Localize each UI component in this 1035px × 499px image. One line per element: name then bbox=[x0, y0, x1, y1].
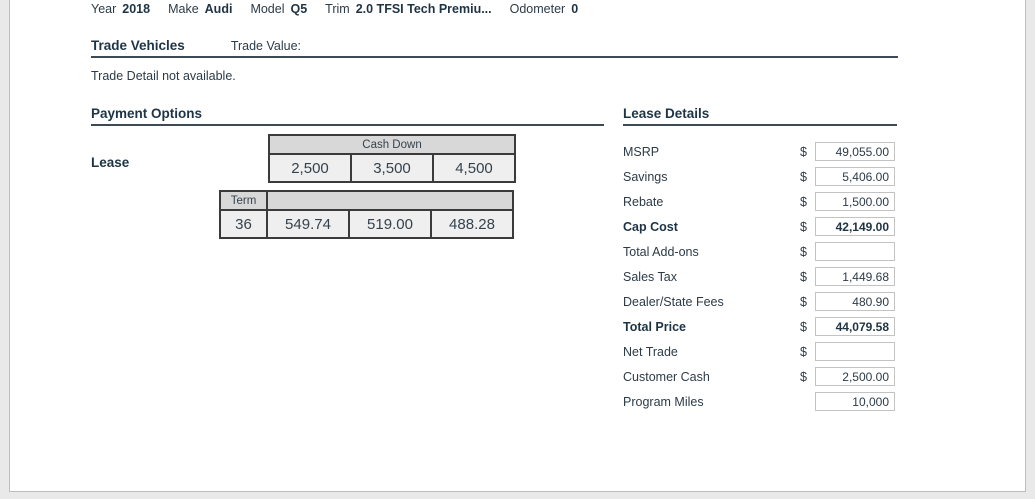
lease-row-customer-cash bbox=[623, 364, 897, 389]
sales-tax-currency-symbol: $ bbox=[800, 269, 807, 284]
make-value: Audi bbox=[204, 2, 233, 16]
vehicle-year-field bbox=[91, 2, 150, 16]
total-addons-field[interactable] bbox=[815, 242, 895, 261]
trade-detail-message: Trade Detail not available. bbox=[91, 69, 236, 83]
model-label: Model bbox=[250, 2, 285, 16]
payment-option-2[interactable]: 519.00 bbox=[349, 210, 431, 238]
cap-cost-field[interactable]: 42,149.00 bbox=[815, 217, 895, 236]
dealer-state-fees-field[interactable]: 480.90 bbox=[815, 292, 895, 311]
payment-option-1[interactable]: 549.74 bbox=[267, 210, 349, 238]
savings-currency-symbol: $ bbox=[800, 169, 807, 184]
lease-row-rebate bbox=[623, 189, 897, 214]
cash-down-value-3: 4,500 bbox=[433, 154, 515, 182]
term-header-cell: Term bbox=[220, 191, 267, 210]
make-label: Make bbox=[168, 2, 199, 16]
customer-cash-label: Customer Cash bbox=[623, 369, 710, 384]
vehicle-model-field bbox=[250, 2, 307, 16]
lease-row-program-miles bbox=[623, 389, 897, 414]
cash-down-header-cell: Cash Down bbox=[269, 135, 515, 154]
total-price-label: Total Price bbox=[623, 319, 686, 334]
msrp-currency-symbol: $ bbox=[800, 144, 807, 159]
lease-row-savings bbox=[623, 164, 897, 189]
lease-group-label: Lease bbox=[91, 155, 130, 170]
program-miles-label: Program Miles bbox=[623, 394, 704, 409]
sales-tax-label: Sales Tax bbox=[623, 269, 677, 284]
vehicle-make-field bbox=[168, 2, 232, 16]
customer-cash-field[interactable]: 2,500.00 bbox=[815, 367, 895, 386]
program-miles-field[interactable]: 10,000 bbox=[815, 392, 895, 411]
vehicle-odometer-field bbox=[510, 2, 579, 16]
cash-down-table bbox=[268, 134, 516, 183]
customer-cash-currency-symbol: $ bbox=[800, 369, 807, 384]
lease-row-dealer-state-fees bbox=[623, 289, 897, 314]
trade-value-label: Trade Value: bbox=[230, 39, 301, 53]
cap-cost-label: Cap Cost bbox=[623, 219, 678, 234]
payment-option-3[interactable]: 488.28 bbox=[431, 210, 513, 238]
term-payments-table bbox=[219, 190, 514, 239]
net-trade-field[interactable] bbox=[815, 342, 895, 361]
total-addons-label: Total Add-ons bbox=[623, 244, 699, 259]
savings-field[interactable]: 5,406.00 bbox=[815, 167, 895, 186]
msrp-field[interactable]: 49,055.00 bbox=[815, 142, 895, 161]
net-trade-currency-symbol: $ bbox=[800, 344, 807, 359]
msrp-label: MSRP bbox=[623, 144, 660, 159]
lease-row-total-price bbox=[623, 314, 897, 339]
lease-row-total-addons bbox=[623, 239, 897, 264]
quote-content-panel bbox=[9, 0, 1026, 492]
rebate-field[interactable]: 1,500.00 bbox=[815, 192, 895, 211]
cash-down-value-1: 2,500 bbox=[269, 154, 351, 182]
odometer-value: 0 bbox=[571, 2, 579, 16]
trade-vehicles-title: Trade Vehicles bbox=[91, 38, 185, 53]
lease-details-rows bbox=[623, 139, 897, 414]
lease-row-cap-cost bbox=[623, 214, 897, 239]
payment-options-header bbox=[91, 106, 604, 126]
lease-row-net-trade bbox=[623, 339, 897, 364]
cash-down-value-2: 3,500 bbox=[351, 154, 433, 182]
year-value: 2018 bbox=[122, 2, 151, 16]
sales-tax-field[interactable]: 1,449.68 bbox=[815, 267, 895, 286]
savings-label: Savings bbox=[623, 169, 668, 184]
vehicle-summary-row bbox=[91, 2, 578, 16]
total-price-field[interactable]: 44,079.58 bbox=[815, 317, 895, 336]
trim-label: Trim bbox=[325, 2, 350, 16]
rebate-label: Rebate bbox=[623, 194, 664, 209]
trim-value: 2.0 TFSI Tech Premiu... bbox=[355, 2, 492, 16]
rebate-currency-symbol: $ bbox=[800, 194, 807, 209]
total-addons-currency-symbol: $ bbox=[800, 244, 807, 259]
lease-details-header bbox=[623, 106, 897, 126]
model-value: Q5 bbox=[290, 2, 308, 16]
odometer-label: Odometer bbox=[509, 2, 566, 16]
net-trade-label: Net Trade bbox=[623, 344, 678, 359]
term-header-spacer-cell bbox=[267, 191, 513, 210]
total-price-currency-symbol: $ bbox=[800, 319, 807, 334]
lease-row-msrp bbox=[623, 139, 897, 164]
lease-row-sales-tax bbox=[623, 264, 897, 289]
vehicle-trim-field bbox=[325, 2, 491, 16]
payment-options-title: Payment Options bbox=[91, 106, 203, 121]
lease-details-title: Lease Details bbox=[623, 106, 710, 121]
dealer-state-fees-currency-symbol: $ bbox=[800, 294, 807, 309]
trade-vehicles-header bbox=[91, 38, 898, 58]
term-value-cell: 36 bbox=[220, 210, 267, 238]
cap-cost-currency-symbol: $ bbox=[800, 219, 807, 234]
year-label: Year bbox=[91, 2, 117, 16]
dealer-state-fees-label: Dealer/State Fees bbox=[623, 294, 724, 309]
